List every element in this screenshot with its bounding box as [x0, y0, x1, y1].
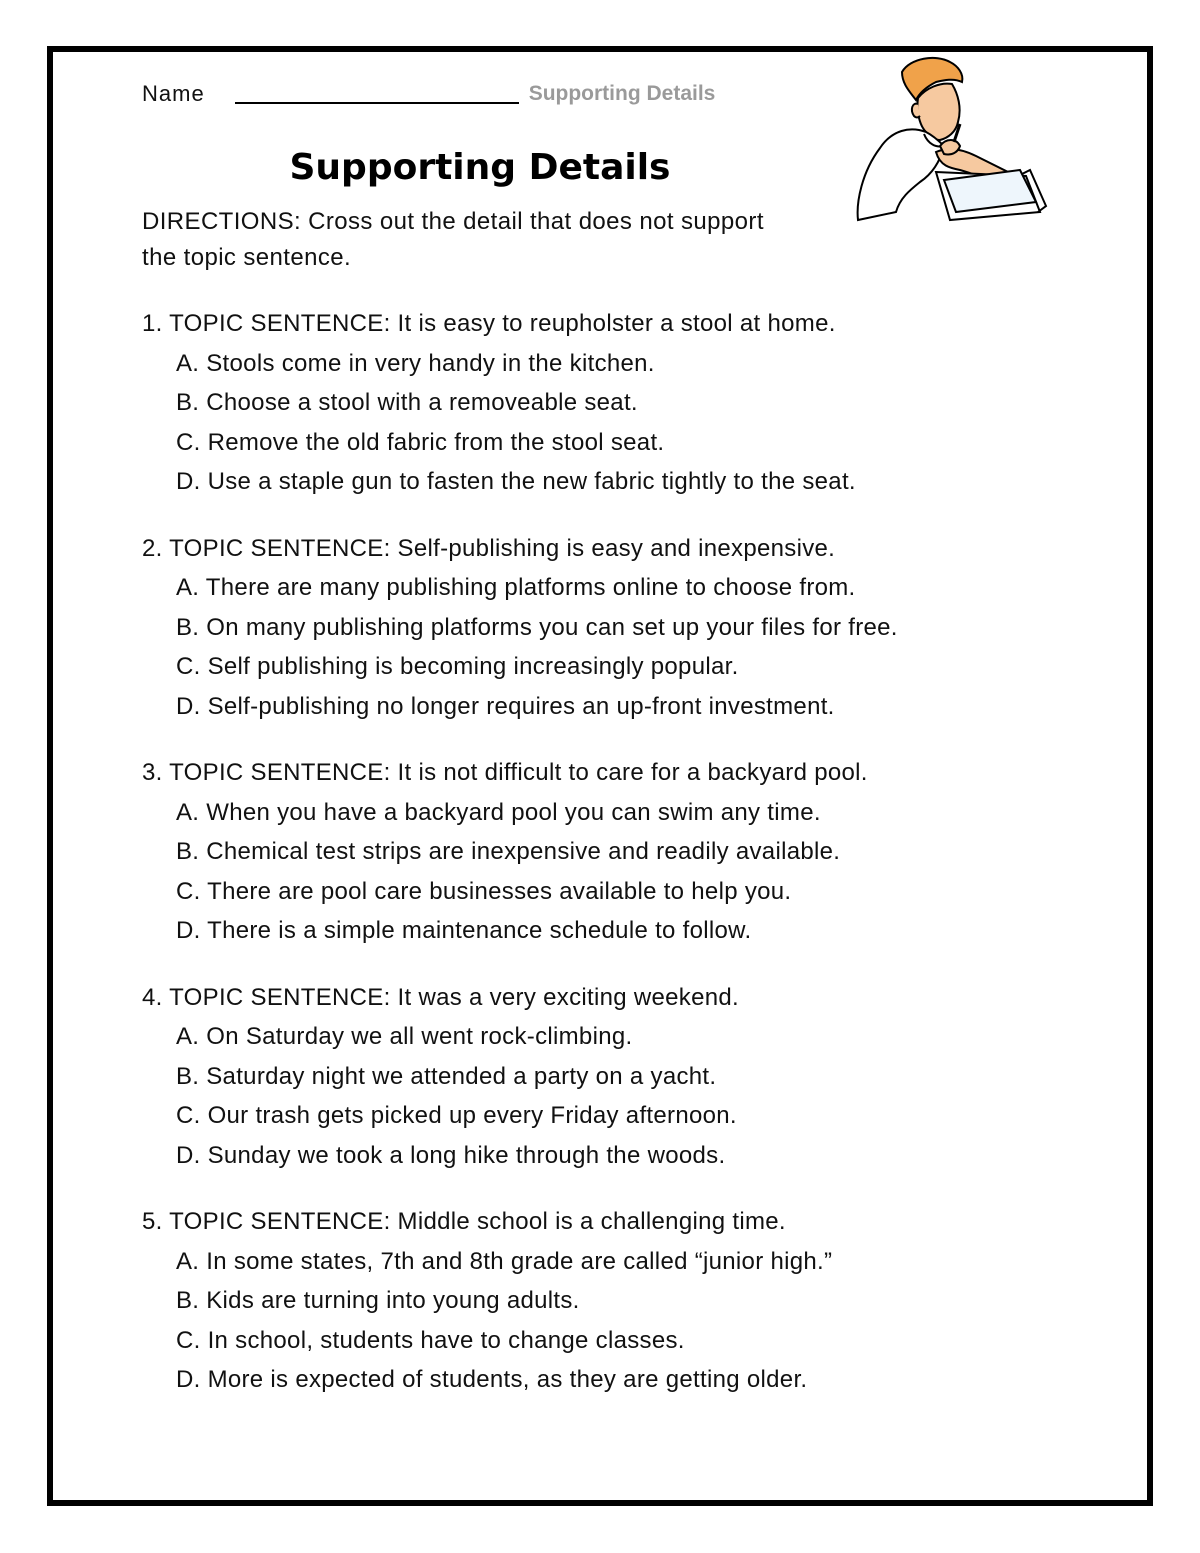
- option-b[interactable]: B. On many publishing platforms you can set up your files for free.: [176, 613, 898, 641]
- option-a[interactable]: A. In some states, 7th and 8th grade are called “junior high.”: [176, 1247, 833, 1275]
- option-c[interactable]: C. There are pool care businesses available to help you.: [176, 877, 792, 905]
- question-2: [142, 529, 1102, 727]
- name-label: Name: [142, 81, 205, 106]
- question-5: [142, 1202, 1102, 1400]
- page-title: Supporting Details: [289, 147, 671, 188]
- option-c[interactable]: C. Remove the old fabric from the stool seat.: [176, 428, 665, 456]
- option-c[interactable]: C. In school, students have to change classes.: [176, 1326, 685, 1354]
- option-b[interactable]: B. Chemical test strips are inexpensive and readily available.: [176, 838, 841, 865]
- boy-writing-illustration-icon: [840, 52, 1052, 232]
- name-line[interactable]: [235, 102, 519, 104]
- topic-sentence: 2. TOPIC SENTENCE: Self-publishing is easy and inexpensive.: [142, 534, 836, 562]
- question-3: [142, 753, 1102, 951]
- option-a[interactable]: A. There are many publishing platforms online to choose from.: [176, 574, 856, 601]
- option-d[interactable]: D. Use a staple gun to fasten the new fabric tightly to the seat.: [176, 468, 856, 495]
- question-4: [142, 978, 1102, 1176]
- topic-sentence: 3. TOPIC SENTENCE: It is not difficult to care for a backyard pool.: [142, 759, 868, 786]
- question-1: [142, 304, 1102, 502]
- option-b[interactable]: B. Saturday night we attended a party on a yacht.: [176, 1062, 717, 1090]
- option-c[interactable]: C. Our trash gets picked up every Friday afternoon.: [176, 1102, 737, 1129]
- topic-sentence: 5. TOPIC SENTENCE: Middle school is a challenging time.: [142, 1208, 786, 1235]
- question-list: [142, 304, 1102, 1427]
- directions: DIRECTIONS: Cross out the detail that does not support the topic sentence.: [142, 208, 764, 271]
- option-b[interactable]: B. Choose a stool with a removeable seat.: [176, 389, 638, 416]
- option-d[interactable]: D. There is a simple maintenance schedule to follow.: [176, 917, 752, 944]
- topic-sentence: 4. TOPIC SENTENCE: It was a very exciting weekend.: [142, 983, 739, 1011]
- option-a[interactable]: A. Stools come in very handy in the kitchen.: [176, 349, 655, 377]
- topic-sentence: 1. TOPIC SENTENCE: It is easy to reupholster a stool at home.: [142, 310, 836, 337]
- name-row: [142, 76, 715, 108]
- option-c[interactable]: C. Self publishing is becoming increasingly popular.: [176, 653, 739, 680]
- header-tag: Supporting Details: [528, 82, 716, 105]
- option-a[interactable]: A. When you have a backyard pool you can swim any time.: [176, 798, 821, 826]
- option-d[interactable]: D. Sunday we took a long hike through the woods.: [176, 1141, 726, 1169]
- option-a[interactable]: A. On Saturday we all went rock-climbing.: [176, 1023, 633, 1050]
- option-d[interactable]: D. Self-publishing no longer requires an up-front investment.: [176, 692, 835, 720]
- option-b[interactable]: B. Kids are turning into young adults.: [176, 1287, 580, 1314]
- option-d[interactable]: D. More is expected of students, as they are getting older.: [176, 1366, 808, 1393]
